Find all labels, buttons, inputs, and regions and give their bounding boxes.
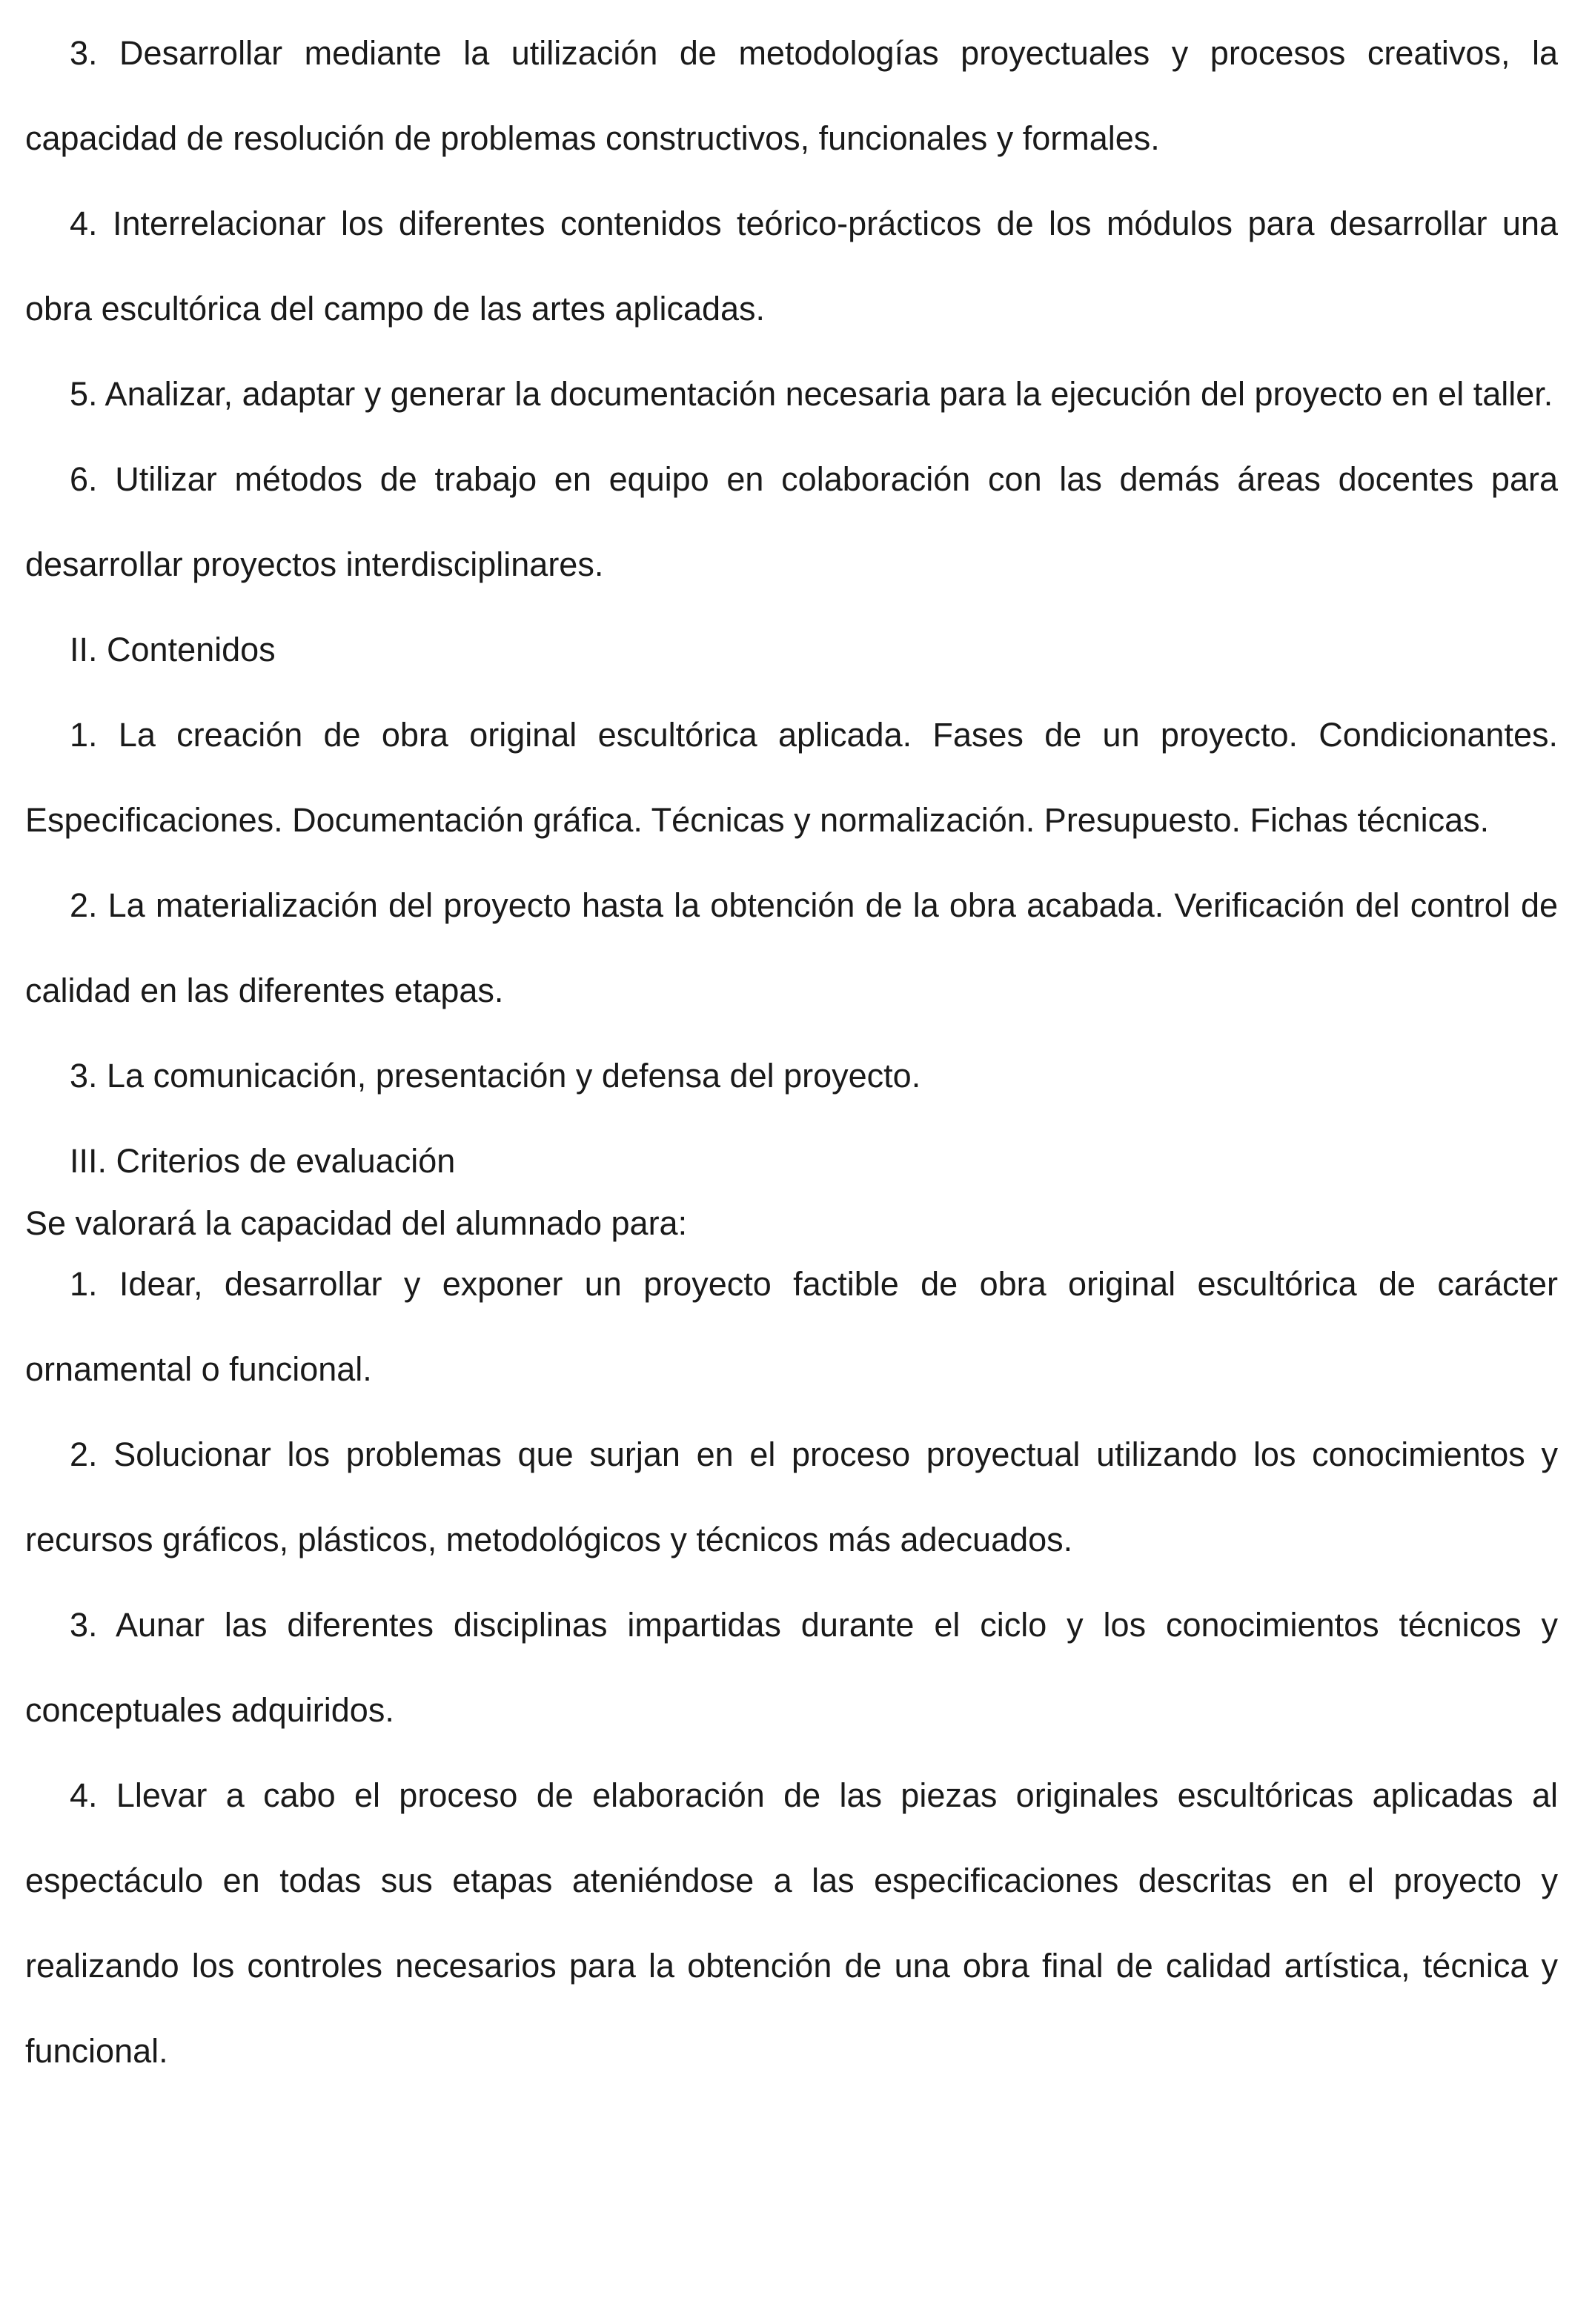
- contents-item-1: 1. La creación de obra original escultórica aplicada. Fases de un proyecto. Condicionantes. Especificaciones. Documentación gráfica. Técnicas y normalización. Presupuesto. Fichas técnicas.: [25, 716, 1558, 839]
- evaluation-criterion-1: 1. Idear, desarrollar y exponer un proyecto factible de obra original escultórica de carácter ornamental o funcional.: [25, 1265, 1558, 1388]
- objective-4: 4. Interrelacionar los diferentes contenidos teórico-prácticos de los módulos para desarrollar una obra escultórica del campo de las artes aplicadas.: [25, 205, 1558, 328]
- objective-3: 3. Desarrollar mediante la utilización de metodologías proyectuales y procesos creativos, la capacidad de resolución de problemas constructivos, funcionales y formales.: [25, 34, 1558, 157]
- objective-6: 6. Utilizar métodos de trabajo en equipo en colaboración con las demás áreas docentes para desarrollar proyectos interdisciplinares.: [25, 460, 1558, 583]
- evaluation-criterion-4: 4. Llevar a cabo el proceso de elaboración de las piezas originales escultóricas aplicadas al espectáculo en todas sus etapas ateniéndose a las especificaciones descritas en el proyecto y realizando los controles necesarios para la obtención de una obra final de calidad artística, técnica y funcional.: [25, 1776, 1558, 2070]
- objective-5: 5. Analizar, adaptar y generar la documentación necesaria para la ejecución del proyecto en el taller.: [70, 375, 1553, 413]
- contents-item-3: 3. La comunicación, presentación y defensa del proyecto.: [70, 1057, 921, 1095]
- contents-item-2: 2. La materialización del proyecto hasta la obtención de la obra acabada. Verificación del control de calidad en las diferentes etapas.: [25, 886, 1558, 1009]
- document-page: [25, 10, 1558, 2094]
- evaluation-criterion-3: 3. Aunar las diferentes disciplinas impartidas durante el ciclo y los conocimientos técnicos y conceptuales adquiridos.: [25, 1606, 1558, 1729]
- evaluation-intro: Se valorará la capacidad del alumnado para:: [25, 1204, 688, 1242]
- evaluation-criterion-2: 2. Solucionar los problemas que surjan en el proceso proyectual utilizando los conocimientos y recursos gráficos, plásticos, metodológicos y técnicos más adecuados.: [25, 1435, 1558, 1558]
- contents-heading: II. Contenidos: [70, 631, 276, 668]
- evaluation-heading: III. Criterios de evaluación: [70, 1142, 456, 1180]
